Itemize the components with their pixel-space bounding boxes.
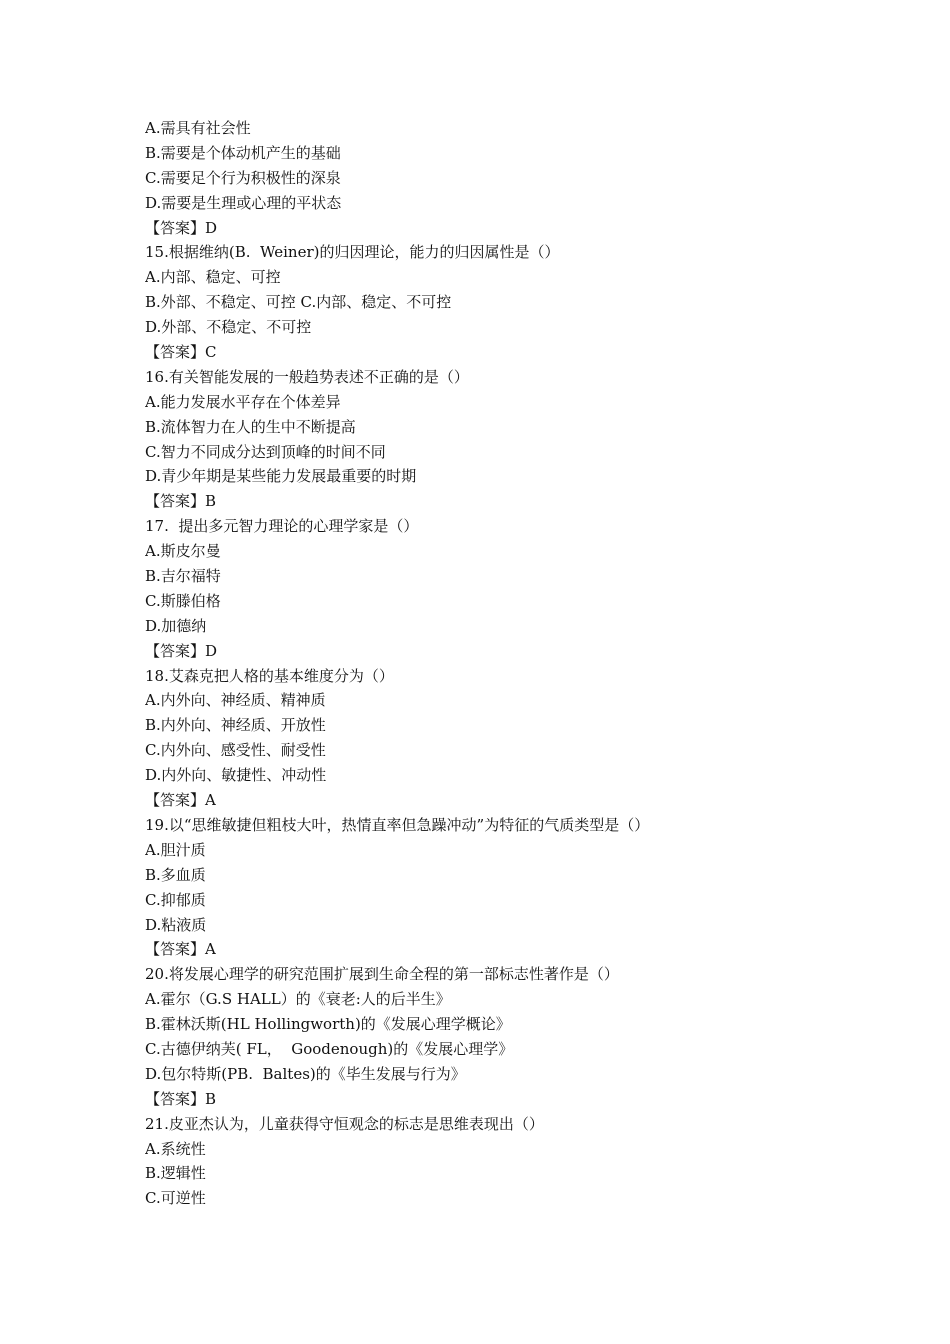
question-line: 20.将发展心理学的研究范围扩展到生命全程的第一部标志性著作是（） [145, 965, 619, 984]
option-line: A.系统性 [145, 1139, 206, 1158]
option-line: C.抑郁质 [145, 890, 206, 909]
option-line: D.内外向、敏捷性、冲动性 [145, 766, 327, 785]
answer-line: 【答案】B [145, 492, 217, 511]
option-line: A.能力发展水平存在个体差异 [145, 392, 341, 411]
option-line: D.加德纳 [145, 616, 207, 635]
option-line: C.斯滕伯格 [145, 591, 221, 610]
question-line: 21.皮亚杰认为，儿童获得守恒观念的标志是思维表现出（） [145, 1114, 544, 1133]
question-line: 15.根据维纳(B. Weiner)的归因理论，能力的归因属性是（） [145, 243, 560, 262]
option-line: C.可逆性 [145, 1189, 206, 1208]
option-line: A.内外向、神经质、精神质 [145, 691, 326, 710]
option-line: B.外部、不稳定、可控 C.内部、稳定、不可控 [145, 293, 452, 312]
option-line: B.霍林沃斯(HL Hollingworth)的《发展心理学概论》 [145, 1015, 511, 1034]
question-line: 18.艾森克把人格的基本维度分为（） [145, 666, 394, 685]
answer-line: 【答案】A [145, 791, 216, 810]
answer-line: 【答案】B [145, 1089, 217, 1108]
option-line: B.逻辑性 [145, 1164, 206, 1183]
option-line: D.需要是生理或心理的平状态 [145, 193, 342, 212]
option-line: B.需要是个体动机产生的基础 [145, 143, 341, 162]
option-line: A.霍尔（G.S HALL）的《衰老:人的后半生》 [145, 990, 451, 1009]
option-line: D.包尔特斯(PB. Baltes)的《毕生发展与行为》 [145, 1064, 466, 1083]
option-line: C.智力不同成分达到顶峰的时间不同 [145, 442, 386, 461]
page-body [145, 116, 845, 1211]
option-line: A.需具有社会性 [145, 119, 251, 137]
option-line: D.外部、不稳定、不可控 [145, 318, 312, 337]
option-line: D.粘液质 [145, 915, 207, 934]
question-line: 16.有关智能发展的一般趋势表述不正确的是（） [145, 367, 469, 386]
option-line: B.内外向、神经质、开放性 [145, 716, 326, 735]
answer-line: 【答案】A [145, 940, 216, 959]
option-line: A.内部、稳定、可控 [145, 268, 281, 287]
option-line: B.吉尔福特 [145, 567, 221, 586]
option-line: B.多血质 [145, 865, 206, 884]
option-line: C.需要足个行为积极性的深泉 [145, 168, 341, 187]
question-line: 19.以“思维敏捷但粗枝大叶，热情直率但急躁冲动”为特征的气质类型是（） [145, 815, 650, 834]
option-line: C.古德伊纳芙( FL， Goodenough)的《发展心理学》 [145, 1039, 514, 1058]
option-line: D.青少年期是某些能力发展最重要的时期 [145, 467, 417, 486]
answer-line: 【答案】C [145, 343, 217, 362]
option-line: A.胆汁质 [145, 840, 206, 859]
option-line: A.斯皮尔曼 [145, 542, 221, 561]
question-line: 17. 提出多元智力理论的心理学家是（） [145, 517, 419, 536]
answer-line: 【答案】D [145, 641, 218, 660]
option-line: C.内外向、感受性、耐受性 [145, 741, 326, 760]
option-line: B.流体智力在人的生中不断提高 [145, 417, 356, 436]
answer-line: 【答案】D [145, 218, 218, 237]
